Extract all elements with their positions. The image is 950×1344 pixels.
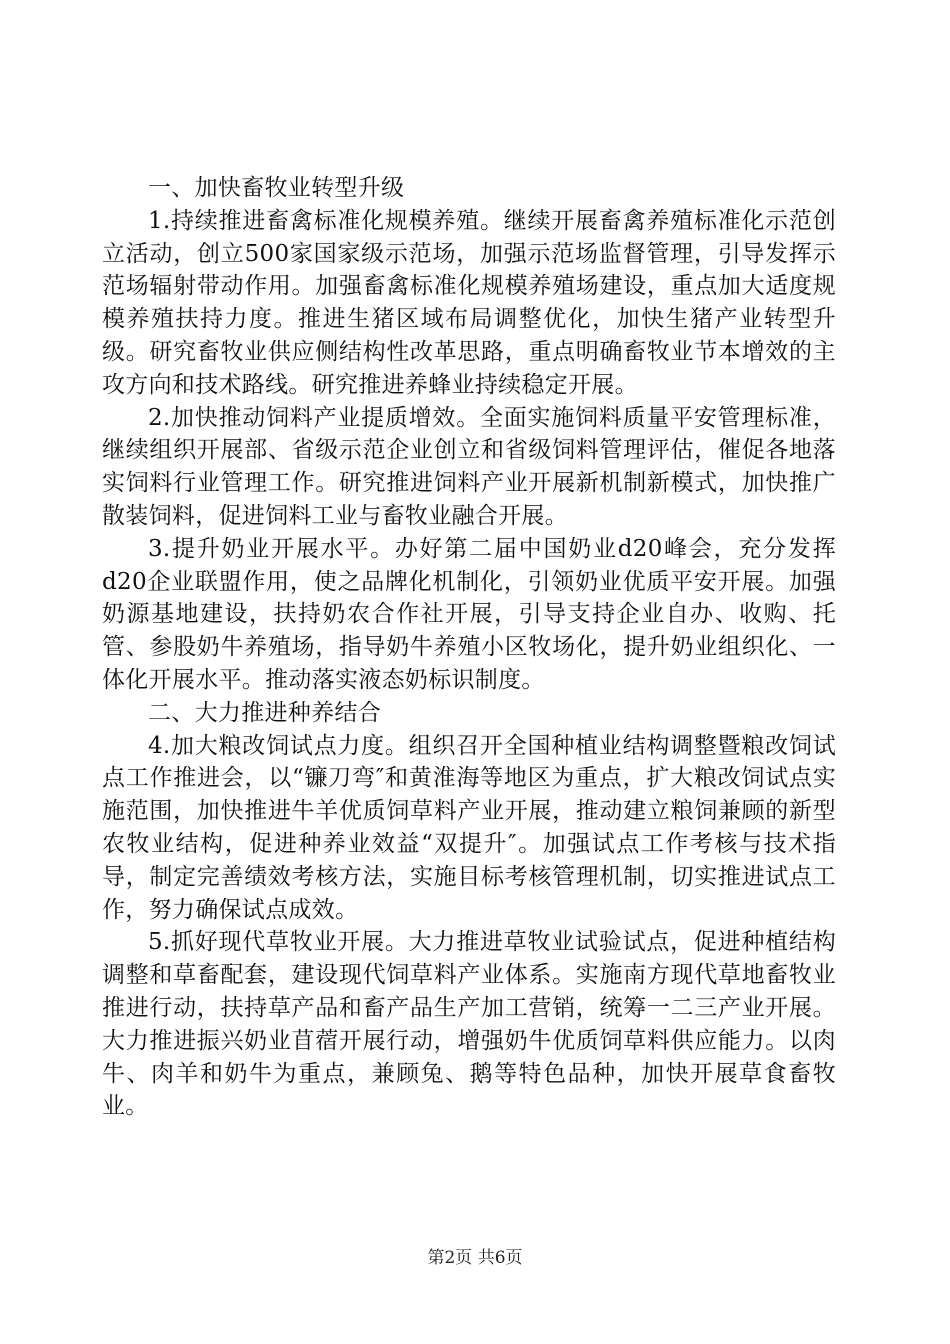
document-body xyxy=(102,172,836,1123)
paragraph-item-4: 4.加大粮改饲试点力度。组织召开全国种植业结构调整暨粮改饲试点工作推进会，以“镰刀弯″和黄淮海等地区为重点，扩大粮改饲试点实施范围，加快推进牛羊优质饲草料产业开展，推动建立粮饲兼顾的新型农牧业结构，促进种养业效益“双提升″。加强试点工作考核与技术指导，制定完善绩效考核方法，实施目标考核管理机制，切实推进试点工作，努力确保试点成效。 xyxy=(102,732,836,923)
paragraph-item-1: 1.持续推进畜禽标准化规模养殖。继续开展畜禽养殖标准化示范创立活动，创立500家国家级示范场，加强示范场监督管理，引导发挥示范场辐射带动作用。加强畜禽标准化规模养殖场建设，重点加大适度规模养殖扶持力度。推进生猪区域布局调整优化，加快生猪产业转型升级。研究畜牧业供应侧结构性改革思路，重点明确畜牧业节本增效的主攻方向和技术路线。研究推进养蜂业持续稳定开展。 xyxy=(102,207,836,398)
paragraph-item-5: 5.抓好现代草牧业开展。大力推进草牧业试验试点，促进种植结构调整和草畜配套，建设现代饲草料产业体系。实施南方现代草地畜牧业推进行动，扶持草产品和畜产品生产加工营销，统筹一二三产业开展。大力推进振兴奶业苜蓿开展行动，增强奶牛优质饲草料供应能力。以肉牛、肉羊和奶牛为重点，兼顾兔、鹅等特色品种，加快开展草食畜牧业。 xyxy=(102,929,836,1120)
paragraph-item-3: 3.提升奶业开展水平。办好第二届中国奶业d20峰会，充分发挥d20企业联盟作用，使之品牌化机制化，引领奶业优质平安开展。加强奶源基地建设，扶持奶农合作社开展，引导支持企业自办、收购、托管、参股奶牛养殖场，指导奶牛养殖小区牧场化，提升奶业组织化、一体化开展水平。推动落实液态奶标识制度。 xyxy=(102,535,836,693)
section-heading-1: 一、加快畜牧业转型升级 xyxy=(148,175,405,201)
paragraph-item-2: 2.加快推动饲料产业提质增效。全面实施饲料质量平安管理标准，继续组织开展部、省级示范企业创立和省级饲料管理评估，催促各地落实饲料行业管理工作。研究推进饲料产业开展新机制新模式，加快推广散装饲料，促进饲料工业与畜牧业融合开展。 xyxy=(102,404,836,529)
page-footer: 第2页 共6页 xyxy=(427,1248,523,1268)
section-heading-2: 二、大力推进种养结合 xyxy=(148,699,381,726)
